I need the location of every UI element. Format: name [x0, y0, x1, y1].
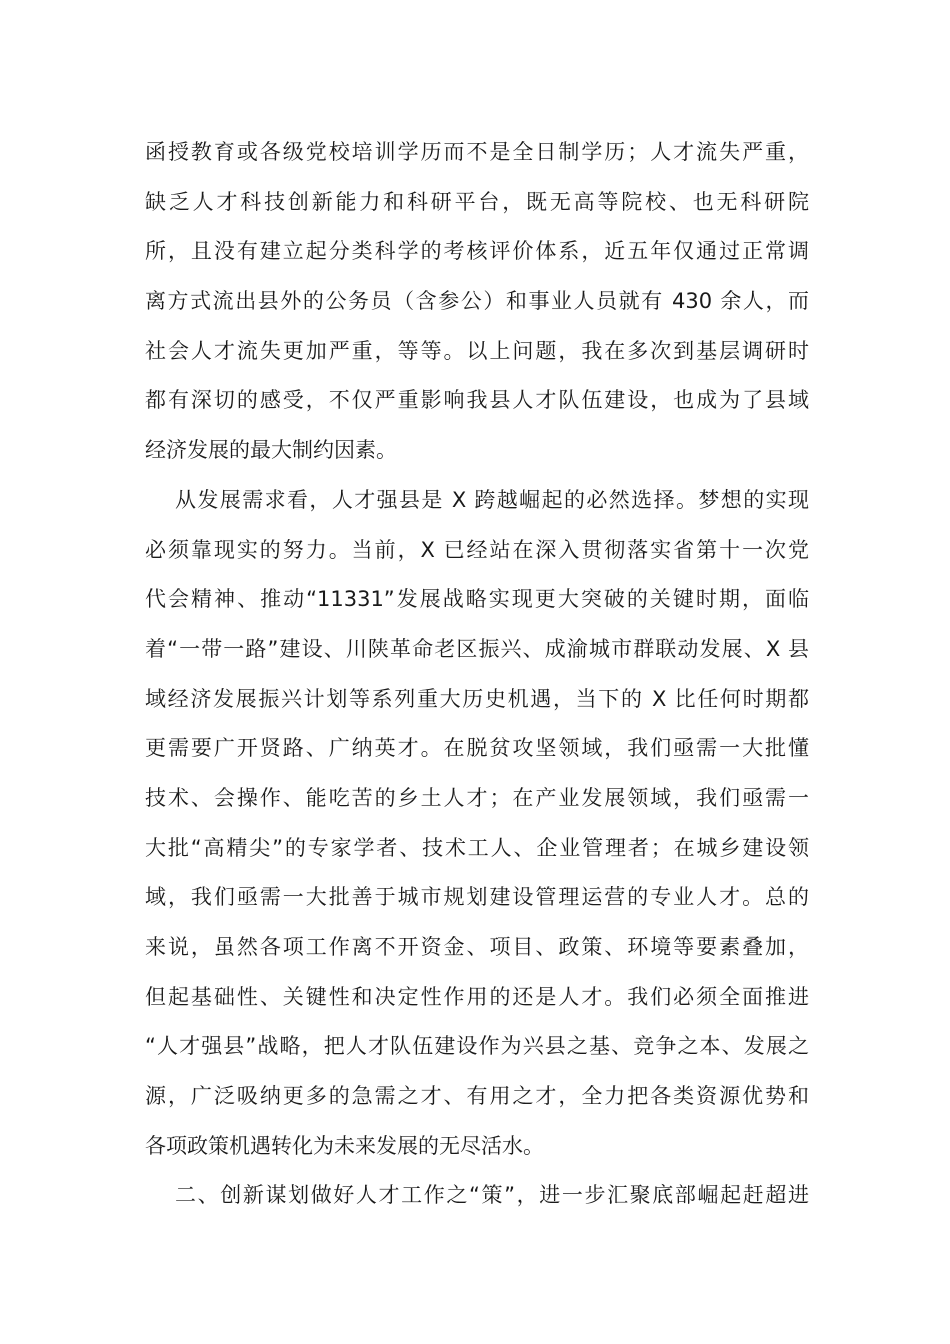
text-line: 着“一带一路”建设、川陕革命老区振兴、成渝城市群联动发展、X 县: [145, 636, 809, 661]
text-line: 技术、会操作、能吃苦的乡土人才；在产业发展领域，我们亟需一: [145, 785, 809, 810]
text-line: 来说，虽然各项工作离不开资金、项目、政策、环境等要素叠加，: [145, 935, 809, 959]
text-line: 社会人才流失更加严重，等等。以上问题，我在多次到基层调研时: [145, 338, 809, 363]
text-line: 但起基础性、关键性和决定性作用的还是人才。我们必须全面推进: [145, 984, 809, 1009]
text-line: 更需要广开贤路、广纳英才。在脱贫攻坚领域，我们亟需一大批懂: [145, 736, 809, 761]
section-heading-two: [145, 1171, 809, 1221]
text-line: 缺乏人才科技创新能力和科研平台，既无高等院校、也无科研院: [145, 189, 809, 214]
text-line: 函授教育或各级党校培训学历而不是全日制学历；人才流失严重，: [145, 140, 809, 164]
text-line: 必须靠现实的努力。当前，X 已经站在深入贯彻落实省第十一次党: [145, 537, 809, 562]
text-line: 源，广泛吸纳更多的急需之才、有用之才，全力把各类资源优势和: [145, 1084, 809, 1109]
paragraph-development-needs: [145, 476, 809, 1172]
text-line: 都有深切的感受，不仅严重影响我县人才队伍建设，也成为了县域: [145, 388, 809, 413]
text-line: 从发展需求看，人才强县是 X 跨越崛起的必然选择。梦想的实现: [175, 487, 809, 512]
text-line: 离方式流出县外的公务员（含参公）和事业人员就有 430 余人，而: [145, 289, 809, 314]
text-line: 大批“高精尖”的专家学者、技术工人、企业管理者；在城乡建设领: [145, 835, 809, 860]
text-line: 域，我们亟需一大批善于城市规划建设管理运营的专业人才。总的: [145, 885, 809, 910]
text-line: 域经济发展振兴计划等系列重大历史机遇，当下的 X 比任何时期都: [145, 686, 809, 711]
text-line: 代会精神、推动“11331”发展战略实现更大突破的关键时期，面临: [145, 587, 809, 612]
text-line: 经济发展的最大制约因素。: [145, 438, 397, 463]
text-line: “人才强县”战略，把人才队伍建设作为兴县之基、竞争之本、发展之: [145, 1034, 809, 1059]
document-body: [145, 128, 809, 1221]
text-line: 所，且没有建立起分类科学的考核评价体系，近五年仅通过正常调: [145, 239, 809, 264]
text-line: 各项政策机遇转化为未来发展的无尽活水。: [145, 1133, 544, 1158]
paragraph-talent-loss: [145, 128, 809, 476]
text-line: 二、创新谋划做好人才工作之“策”，进一步汇聚底部崛起赶超进: [175, 1183, 809, 1208]
